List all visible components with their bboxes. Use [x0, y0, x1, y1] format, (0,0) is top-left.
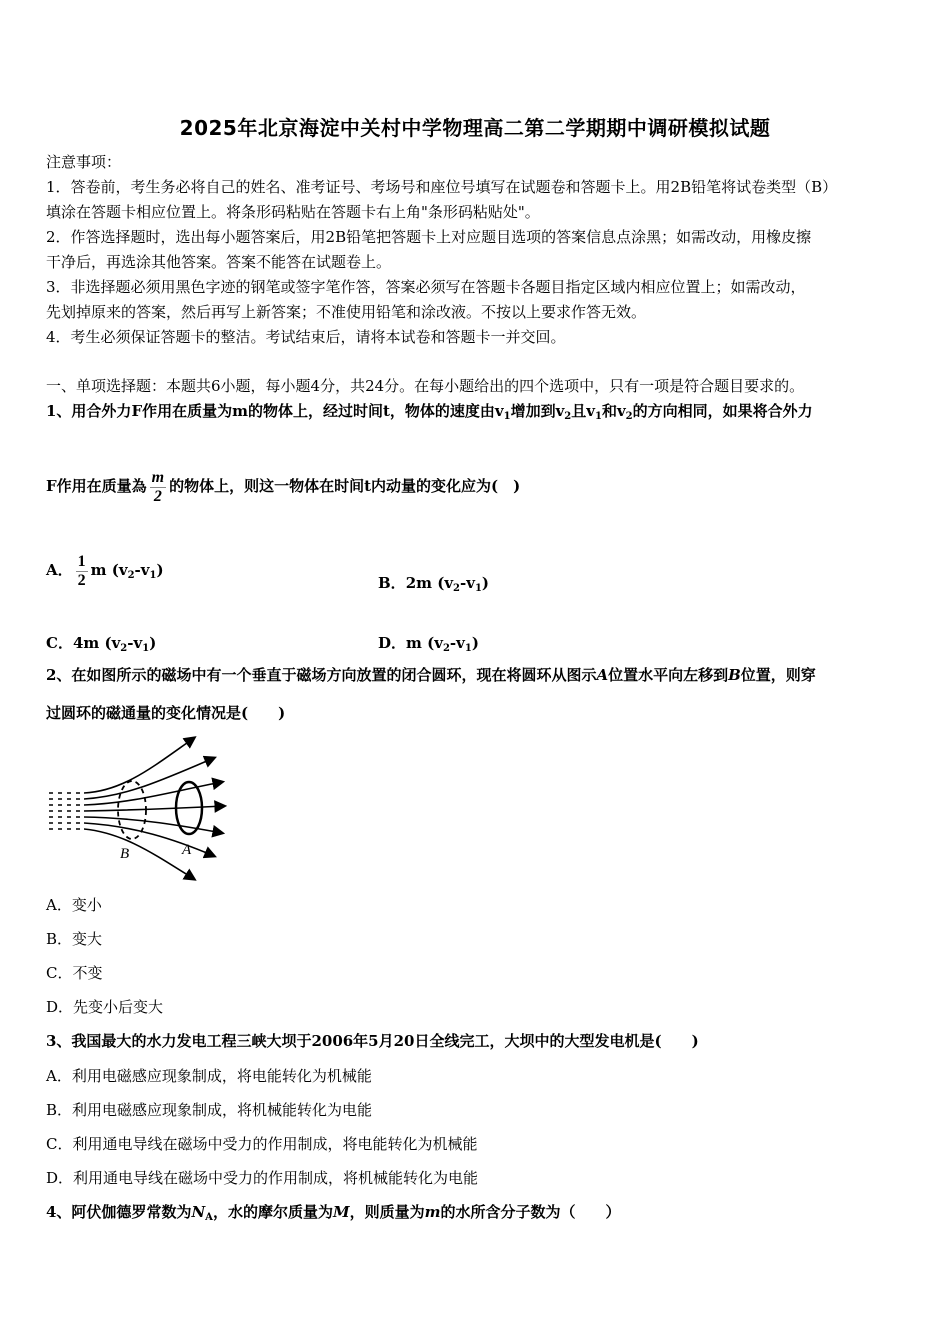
notice-line: 4．考生必须保证答题卡的整洁。考试结束后，请将本试卷和答题卡一并交回。 [46, 328, 566, 346]
q4-stem: 4、阿伏伽德罗常数为$N_A$，水的摩尔质量为M，则质量为m的水所含分子数为（ ） [46, 1203, 621, 1223]
q1-option-a[interactable]: A． $\frac{1}{2}$ m $(v_2-v_1)$ [46, 552, 164, 589]
q1-option-b[interactable]: B．2m $(v_2-v_1)$ [378, 574, 490, 594]
q3-stem: 3、我国最大的水力发电工程三峡大坝于2006年5月20日全线完工，大坝中的大型发电机是( ) [46, 1032, 699, 1050]
q2-stem-line1: 2、在如图所示的磁场中有一个垂直于磁场方向放置的闭合圆环，现在将圆环从图示A位置水平向左移到B位置，则穿 [46, 666, 816, 684]
field-line [44, 738, 194, 793]
field-line [44, 829, 194, 879]
section-heading: 一、单项选择题：本题共6小题，每小题4分，共24分。在每小题给出的四个选项中，只有一项是符合题目要求的。 [46, 377, 805, 395]
q1-stem-line2: F作用在质量為 $\frac{m}{2}$ 的物体上，则这一物体在时间t内动量的变化应为( ) [46, 468, 521, 505]
q2-option-b[interactable]: B．变大 [46, 930, 103, 948]
notice-line: 干净后，再选涂其他答案。答案不能答在试题卷上。 [46, 253, 392, 271]
q2-option-d[interactable]: D．先变小后变大 [46, 998, 164, 1016]
notice-line: 填涂在答题卡相应位置上。将条形码粘贴在答题卡右上角"条形码粘贴处"。 [46, 203, 540, 221]
q1-option-d[interactable]: D．m $(v_2-v_1)$ [378, 634, 479, 654]
q3-option-c[interactable]: C．利用通电导线在磁场中受力的作用制成，将电能转化为机械能 [46, 1135, 478, 1153]
q1-option-c[interactable]: C．4m $(v_2-v_1)$ [46, 634, 157, 654]
q3-option-a[interactable]: A．利用电磁感应现象制成，将电能转化为机械能 [46, 1067, 372, 1085]
q1-stem-line1: 1、用合外力F作用在质量为m的物体上，经过时间t，物体的速度由$v_1$增加到$v_2$且$v_1$和$v_2$的方向相同，如果将合外力 [46, 402, 813, 422]
notice-heading: 注意事项： [46, 153, 122, 171]
fraction-m-over-2: $\frac{m}{2}$ [151, 468, 165, 505]
notice-line: 1．答卷前，考生务必将自己的姓名、准考证号、考场号和座位号填写在试题卷和答题卡上。用2B铅笔将试卷类型（B） [46, 178, 838, 196]
page-title: 2025年北京海淀中关村中学物理高二第二学期期中调研模拟试题 [179, 116, 771, 140]
notice-line: 先划掉原来的答案，然后再写上新答案；不准使用铅笔和涂改液。不按以上要求作答无效。 [46, 303, 647, 321]
fraction-one-half: $\frac{1}{2}$ [77, 552, 86, 589]
notice-line: 2．作答选择题时，选出每小题答案后，用2B铅笔把答题卡上对应题目选项的答案信息点涂黑；如需改动，用橡皮擦 [46, 228, 812, 246]
q2-option-c[interactable]: C．不变 [46, 964, 103, 982]
label-a: A [182, 842, 192, 858]
q2-option-a[interactable]: A．变小 [46, 896, 102, 914]
magnetic-field-diagram [44, 736, 234, 882]
notice-line: 3．非选择题必须用黑色字迹的钢笔或签字笔作答，答案必须写在答题卡各题目指定区域内相应位置上；如需改动， [46, 278, 806, 296]
q3-option-b[interactable]: B．利用电磁感应现象制成，将机械能转化为电能 [46, 1101, 373, 1119]
q2-stem-line2: 过圆环的磁通量的变化情况是( ) [46, 704, 286, 722]
field-lines [44, 738, 224, 879]
q3-option-d[interactable]: D．利用通电导线在磁场中受力的作用制成，将机械能转化为电能 [46, 1169, 479, 1187]
label-b: B [120, 846, 130, 862]
